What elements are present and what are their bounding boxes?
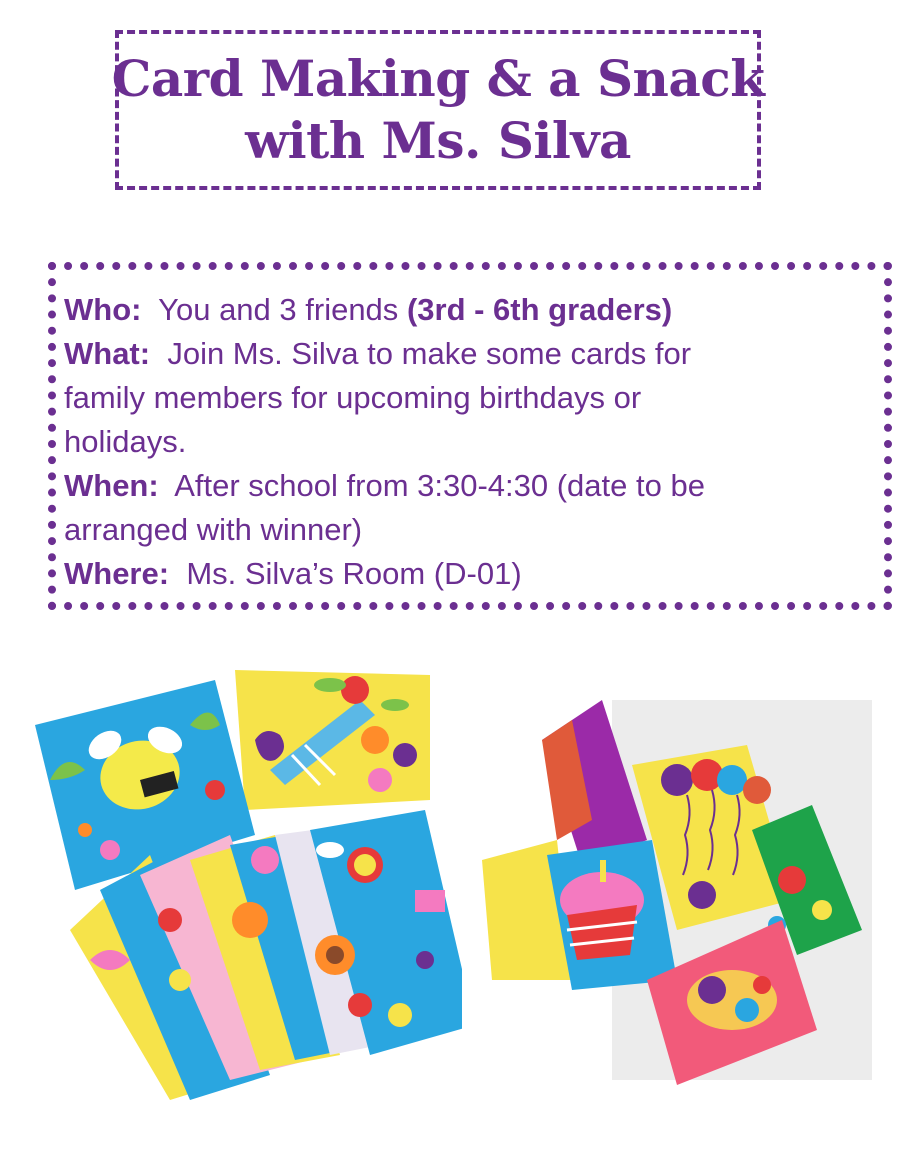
what-label: What: — [64, 336, 151, 371]
where-label: Where: — [64, 556, 170, 591]
when-text-1: After school from 3:30-4:30 (date to be — [174, 468, 705, 503]
details-frame — [48, 262, 892, 610]
what-line-3: holidays. — [64, 424, 187, 459]
painted-cards-illustration — [462, 680, 890, 1110]
who-line — [64, 288, 864, 332]
what-line-2: family members for upcoming birthdays or — [64, 380, 642, 415]
yellow-flower-card — [235, 670, 430, 810]
who-grades: (3rd - 6th graders) — [406, 292, 673, 327]
where-text: Ms. Silva’s Room (D-01) — [186, 556, 522, 591]
who-label: Who: — [64, 292, 142, 327]
what-line — [64, 332, 864, 376]
title-frame — [111, 30, 765, 190]
who-text: You and 3 friends — [158, 292, 399, 327]
when-line — [64, 464, 864, 508]
title-line-1: Card Making & a Snack — [111, 49, 765, 108]
painted-cards-photo — [462, 680, 890, 1110]
felt-cards-illustration — [30, 660, 480, 1100]
when-line-2: arranged with winner) — [64, 512, 363, 547]
what-text-1: Join Ms. Silva to make some cards for — [167, 336, 692, 371]
when-label: When: — [64, 468, 159, 503]
where-line — [64, 552, 864, 596]
title-line-2: with Ms. Silva — [245, 111, 631, 170]
felt-cards-photo — [30, 660, 480, 1100]
